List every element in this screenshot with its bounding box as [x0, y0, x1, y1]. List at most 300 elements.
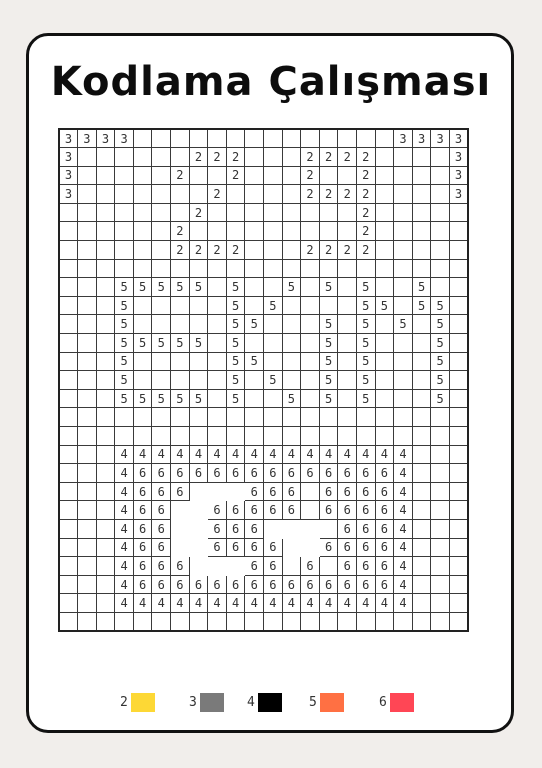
grid-cell: [264, 334, 283, 353]
grid-cell: [412, 538, 431, 557]
grid-cell: [301, 296, 320, 315]
grid-cell: 2: [357, 166, 376, 185]
page-title: Kodlama Çalışması: [50, 59, 492, 105]
grid-cell: 2: [338, 241, 357, 260]
grid-cell: 4: [115, 557, 134, 576]
grid-cell: [449, 296, 468, 315]
grid-cell: 6: [357, 557, 376, 576]
grid-cell: 3: [78, 129, 97, 148]
grid-row: [59, 296, 468, 315]
grid-cell: 5: [394, 315, 413, 334]
grid-cell: [375, 389, 394, 408]
grid-cell: [412, 352, 431, 371]
color-legend: [0, 690, 542, 716]
grid-cell: [59, 445, 78, 464]
grid-cell: 2: [338, 185, 357, 204]
grid-cell: [208, 278, 227, 297]
grid-cell: 2: [357, 222, 376, 241]
grid-cell: [59, 389, 78, 408]
grid-cell: 4: [245, 594, 264, 613]
grid-cell: [171, 612, 190, 631]
grid-cell: [412, 389, 431, 408]
coding-grid: [58, 128, 469, 632]
grid-cell: 5: [115, 389, 134, 408]
grid-cell: [375, 315, 394, 334]
grid-cell: [394, 241, 413, 260]
grid-cell: 5: [319, 315, 338, 334]
grid-cell: [171, 185, 190, 204]
grid-cell: 3: [449, 185, 468, 204]
grid-row: [59, 445, 468, 464]
grid-cell: [208, 408, 227, 427]
grid-cell: 6: [375, 538, 394, 557]
grid-cell: [338, 427, 357, 446]
grid-cell: [133, 371, 152, 390]
grid-cell: [78, 575, 97, 594]
grid-cell: [431, 594, 450, 613]
grid-cell: 6: [152, 575, 171, 594]
grid-cell: 2: [189, 203, 208, 222]
grid-cell: [96, 296, 115, 315]
grid-cell: [78, 482, 97, 501]
grid-cell: [171, 501, 190, 520]
grid-row: [59, 203, 468, 222]
grid-cell: 4: [189, 445, 208, 464]
grid-cell: 6: [226, 575, 245, 594]
grid-cell: 5: [264, 371, 283, 390]
grid-cell: [208, 259, 227, 278]
grid-cell: 4: [115, 482, 134, 501]
grid-cell: 5: [431, 371, 450, 390]
grid-cell: [412, 166, 431, 185]
grid-cell: 2: [226, 241, 245, 260]
grid-cell: 6: [189, 575, 208, 594]
grid-cell: [171, 538, 190, 557]
grid-cell: [301, 427, 320, 446]
grid-cell: [78, 334, 97, 353]
grid-cell: [115, 427, 134, 446]
grid-cell: 4: [282, 445, 301, 464]
grid-cell: [282, 259, 301, 278]
grid-cell: 5: [319, 371, 338, 390]
grid-cell: 4: [171, 445, 190, 464]
legend-number: 2: [120, 694, 128, 710]
grid-row: [59, 501, 468, 520]
grid-cell: 6: [375, 519, 394, 538]
grid-cell: [152, 408, 171, 427]
grid-cell: [171, 519, 190, 538]
grid-cell: [264, 389, 283, 408]
grid-cell: [375, 129, 394, 148]
grid-cell: [319, 612, 338, 631]
grid-cell: [78, 296, 97, 315]
grid-cell: [338, 166, 357, 185]
grid-cell: [208, 482, 227, 501]
grid-row: [59, 519, 468, 538]
grid-cell: 5: [319, 389, 338, 408]
grid-cell: 2: [357, 148, 376, 167]
grid-cell: 5: [133, 278, 152, 297]
grid-cell: [96, 371, 115, 390]
color-swatch: [131, 693, 155, 712]
grid-cell: 5: [431, 389, 450, 408]
grid-cell: 4: [394, 464, 413, 483]
grid-cell: 5: [226, 334, 245, 353]
grid-cell: [115, 203, 134, 222]
grid-cell: [245, 148, 264, 167]
grid-cell: 2: [208, 148, 227, 167]
grid-row: [59, 278, 468, 297]
grid-cell: [133, 612, 152, 631]
grid-cell: [412, 501, 431, 520]
grid-cell: [133, 185, 152, 204]
grid-cell: [301, 501, 320, 520]
grid-cell: 6: [338, 575, 357, 594]
grid-cell: [152, 371, 171, 390]
grid-cell: 5: [357, 389, 376, 408]
grid-cell: [301, 334, 320, 353]
grid-cell: 4: [115, 519, 134, 538]
grid-cell: 4: [301, 594, 320, 613]
grid-cell: 4: [394, 482, 413, 501]
grid-cell: 2: [189, 148, 208, 167]
grid-cell: [375, 371, 394, 390]
grid-cell: [133, 259, 152, 278]
grid-cell: [96, 315, 115, 334]
grid-cell: [245, 203, 264, 222]
color-swatch: [320, 693, 344, 712]
grid-cell: [301, 408, 320, 427]
grid-cell: 4: [115, 464, 134, 483]
grid-cell: 4: [338, 445, 357, 464]
grid-cell: 6: [264, 482, 283, 501]
grid-cell: [96, 464, 115, 483]
grid-cell: [412, 464, 431, 483]
grid-cell: [431, 612, 450, 631]
grid-cell: [264, 148, 283, 167]
grid-cell: [59, 464, 78, 483]
grid-cell: 5: [189, 278, 208, 297]
grid-cell: [375, 185, 394, 204]
grid-cell: 6: [152, 519, 171, 538]
grid-cell: [152, 427, 171, 446]
grid-cell: [59, 557, 78, 576]
grid-cell: [431, 148, 450, 167]
grid-cell: [282, 148, 301, 167]
grid-cell: 5: [282, 278, 301, 297]
grid-cell: [245, 408, 264, 427]
grid-cell: 6: [208, 501, 227, 520]
grid-cell: [431, 519, 450, 538]
grid-cell: 3: [412, 129, 431, 148]
grid-cell: 3: [449, 166, 468, 185]
grid-cell: [394, 408, 413, 427]
grid-cell: 6: [245, 519, 264, 538]
grid-cell: [78, 519, 97, 538]
grid-cell: 6: [152, 501, 171, 520]
grid-cell: 5: [245, 315, 264, 334]
grid-cell: [152, 148, 171, 167]
grid-cell: [319, 259, 338, 278]
grid-row: [59, 185, 468, 204]
grid-cell: 6: [264, 575, 283, 594]
grid-cell: [264, 241, 283, 260]
grid-cell: [208, 334, 227, 353]
grid-cell: [338, 389, 357, 408]
grid-cell: 4: [264, 594, 283, 613]
grid-row: [59, 352, 468, 371]
grid-cell: [338, 352, 357, 371]
grid-row: [59, 408, 468, 427]
color-swatch: [200, 693, 224, 712]
grid-cell: 4: [394, 575, 413, 594]
grid-cell: [338, 296, 357, 315]
grid-cell: [152, 241, 171, 260]
grid-cell: 6: [338, 557, 357, 576]
grid-cell: 3: [59, 129, 78, 148]
grid-cell: 4: [394, 557, 413, 576]
grid-cell: [59, 371, 78, 390]
grid-cell: 5: [226, 371, 245, 390]
grid-cell: [152, 203, 171, 222]
grid-cell: [449, 203, 468, 222]
grid-cell: [226, 612, 245, 631]
grid-cell: 4: [282, 594, 301, 613]
grid-cell: [338, 222, 357, 241]
grid-cell: [96, 166, 115, 185]
grid-cell: [96, 278, 115, 297]
grid-cell: 2: [319, 185, 338, 204]
grid-cell: [245, 278, 264, 297]
grid-cell: 6: [282, 482, 301, 501]
grid-cell: [375, 259, 394, 278]
grid-cell: [412, 334, 431, 353]
grid-cell: [412, 408, 431, 427]
grid-cell: [449, 389, 468, 408]
grid-cell: 4: [208, 594, 227, 613]
grid-cell: 6: [226, 519, 245, 538]
grid-cell: 6: [319, 464, 338, 483]
grid-cell: 6: [226, 538, 245, 557]
grid-cell: [282, 371, 301, 390]
grid-cell: 5: [152, 389, 171, 408]
grid-cell: 6: [357, 575, 376, 594]
grid-row: [59, 612, 468, 631]
grid-cell: [357, 129, 376, 148]
grid-cell: [59, 315, 78, 334]
grid-cell: [431, 241, 450, 260]
grid-cell: [152, 352, 171, 371]
grid-cell: [189, 185, 208, 204]
grid-cell: [208, 427, 227, 446]
grid-cell: 5: [115, 315, 134, 334]
grid-cell: 5: [431, 296, 450, 315]
grid-cell: [245, 241, 264, 260]
grid-cell: [245, 427, 264, 446]
grid-cell: [357, 408, 376, 427]
grid-cell: [59, 203, 78, 222]
grid-cell: 5: [245, 352, 264, 371]
grid-cell: [189, 222, 208, 241]
grid-cell: 6: [357, 464, 376, 483]
grid-cell: 3: [59, 148, 78, 167]
grid-cell: 5: [319, 278, 338, 297]
grid-cell: [133, 315, 152, 334]
grid-cell: [319, 129, 338, 148]
grid-cell: [78, 241, 97, 260]
grid-row: [59, 427, 468, 446]
grid-cell: [449, 352, 468, 371]
grid-cell: 5: [412, 278, 431, 297]
grid-cell: [264, 352, 283, 371]
grid-cell: [208, 352, 227, 371]
legend-item: [247, 690, 282, 714]
grid-cell: 4: [264, 445, 283, 464]
grid-cell: [96, 612, 115, 631]
grid-cell: [189, 557, 208, 576]
grid-cell: 5: [226, 296, 245, 315]
grid-cell: 6: [133, 575, 152, 594]
grid-cell: [96, 575, 115, 594]
legend-number: 4: [247, 694, 255, 710]
grid-cell: [226, 408, 245, 427]
grid-cell: [133, 148, 152, 167]
grid-row: [59, 315, 468, 334]
grid-cell: [412, 222, 431, 241]
grid-cell: 3: [394, 129, 413, 148]
grid-cell: [78, 315, 97, 334]
grid-cell: [431, 557, 450, 576]
grid-cell: [431, 501, 450, 520]
grid-cell: 6: [152, 482, 171, 501]
grid-cell: [264, 408, 283, 427]
grid-cell: 4: [208, 445, 227, 464]
grid-cell: [449, 612, 468, 631]
grid-cell: [375, 166, 394, 185]
grid-cell: 6: [245, 482, 264, 501]
grid-cell: 2: [226, 148, 245, 167]
grid-cell: [338, 203, 357, 222]
grid-cell: [133, 203, 152, 222]
grid-row: [59, 166, 468, 185]
grid-cell: [78, 594, 97, 613]
legend-item: [379, 690, 414, 714]
grid-cell: [375, 352, 394, 371]
grid-cell: [338, 334, 357, 353]
grid-cell: [245, 371, 264, 390]
grid-cell: [319, 408, 338, 427]
grid-cell: 6: [245, 501, 264, 520]
grid-cell: 3: [59, 185, 78, 204]
grid-cell: 6: [282, 501, 301, 520]
grid-cell: [226, 259, 245, 278]
grid-cell: [133, 241, 152, 260]
grid-cell: [189, 538, 208, 557]
grid-cell: [282, 129, 301, 148]
grid-cell: [208, 222, 227, 241]
grid-cell: [245, 389, 264, 408]
grid-cell: [264, 278, 283, 297]
grid-cell: [133, 352, 152, 371]
grid-cell: [115, 259, 134, 278]
grid-cell: [152, 185, 171, 204]
grid-cell: 4: [394, 501, 413, 520]
grid-cell: 4: [319, 594, 338, 613]
grid-row: [59, 594, 468, 613]
grid-cell: [78, 445, 97, 464]
grid-row: [59, 482, 468, 501]
grid-cell: 5: [264, 296, 283, 315]
grid-cell: [431, 185, 450, 204]
grid-cell: [96, 501, 115, 520]
grid-cell: [96, 519, 115, 538]
grid-cell: 6: [375, 575, 394, 594]
grid-cell: [301, 371, 320, 390]
grid-cell: 5: [226, 389, 245, 408]
grid-cell: [115, 166, 134, 185]
grid-cell: [301, 538, 320, 557]
grid-cell: [264, 185, 283, 204]
grid-cell: 4: [394, 519, 413, 538]
grid-cell: [394, 389, 413, 408]
grid-cell: [59, 612, 78, 631]
grid-cell: [431, 575, 450, 594]
grid-cell: 3: [115, 129, 134, 148]
grid-cell: [375, 148, 394, 167]
grid-cell: [394, 352, 413, 371]
grid-cell: [412, 148, 431, 167]
grid-cell: 4: [115, 501, 134, 520]
grid-cell: 6: [152, 464, 171, 483]
grid-cell: 3: [431, 129, 450, 148]
grid-cell: [208, 371, 227, 390]
grid-cell: [78, 501, 97, 520]
grid-cell: [152, 612, 171, 631]
grid-cell: 5: [431, 334, 450, 353]
grid-cell: [96, 389, 115, 408]
grid-cell: 6: [208, 538, 227, 557]
grid-cell: [375, 612, 394, 631]
grid-cell: [394, 259, 413, 278]
grid-cell: [431, 408, 450, 427]
grid-cell: [282, 203, 301, 222]
grid-cell: [78, 259, 97, 278]
grid-cell: [133, 296, 152, 315]
grid-cell: 6: [282, 464, 301, 483]
grid-cell: [245, 259, 264, 278]
grid-cell: 6: [375, 557, 394, 576]
grid-cell: [152, 315, 171, 334]
grid-cell: 2: [357, 241, 376, 260]
grid-cell: 5: [171, 389, 190, 408]
grid-cell: [301, 278, 320, 297]
grid-cell: [282, 352, 301, 371]
grid-row: [59, 575, 468, 594]
grid-row: [59, 129, 468, 148]
grid-cell: [394, 222, 413, 241]
grid-cell: [171, 371, 190, 390]
grid-cell: [375, 203, 394, 222]
grid-cell: 2: [301, 185, 320, 204]
grid-cell: [264, 427, 283, 446]
grid-row: [59, 334, 468, 353]
grid-cell: [171, 259, 190, 278]
grid-cell: [96, 259, 115, 278]
grid-cell: [96, 352, 115, 371]
grid-cell: 6: [282, 575, 301, 594]
grid-cell: 2: [171, 222, 190, 241]
grid-cell: [431, 166, 450, 185]
